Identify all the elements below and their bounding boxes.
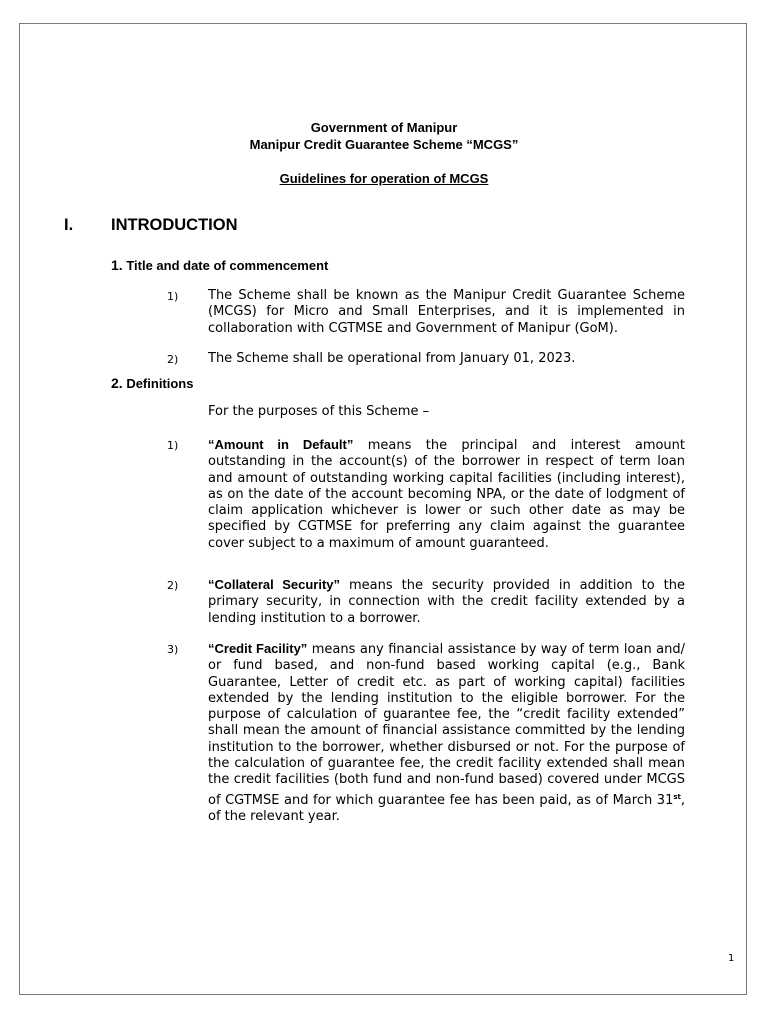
definition-term: “Credit Facility”: [208, 641, 308, 656]
header-scheme-title: Manipur Credit Guarantee Scheme “MCGS”: [249, 137, 519, 152]
definition-text: [208, 641, 685, 825]
subsection-title-definitions: [111, 375, 193, 391]
definitions-intro: For the purposes of this Scheme –: [208, 404, 430, 419]
page-number: 1: [728, 953, 735, 964]
definition-body: means the security provided in addition to the primary security, in connection with the credit facility extended by a lending institution to a borrower.: [208, 578, 686, 626]
header-government: Government of Manipur: [310, 120, 458, 135]
list-item-text: The Scheme shall be operational from January 01, 2023.: [208, 351, 576, 366]
list-item-number: 3): [167, 643, 179, 656]
definition-term: “Collateral Security”: [208, 577, 341, 592]
definition-body: means the principal and interest amount outstanding in the account(s) of the borrower in respect of term loan and amount of outstanding working capital facilities (including interest), as on the date of the account becoming NPA, or the date of lodgment of claim application whichever is lower or such other date as may be specified by CGTMSE for preferring any claim against the guarantee cover subject to a maximum of amount guaranteed.: [208, 438, 686, 551]
header-guidelines: Guidelines for operation of MCGS: [279, 171, 489, 186]
definition-tail: , of the relevant year.: [208, 792, 685, 824]
definition-text: [208, 437, 685, 552]
subsection-number: 2.: [111, 375, 123, 391]
ordinal-superscript: st: [673, 792, 681, 801]
subsection-label: Title and date of commencement: [126, 258, 329, 273]
section-number: I.: [64, 216, 74, 234]
definition-term: “Amount in Default”: [208, 437, 354, 452]
list-item-number: 1): [167, 439, 179, 452]
subsection-title-commencement: [111, 257, 328, 273]
list-item-number: 1): [167, 290, 179, 303]
section-title: INTRODUCTION: [111, 216, 238, 234]
list-item-number: 2): [167, 579, 179, 592]
definition-text: [208, 577, 685, 627]
subsection-number: 1.: [111, 257, 123, 273]
list-item-text: The Scheme shall be known as the Manipur Credit Guarantee Scheme (MCGS) for Micro and Small Enterprises, and it is implemented in collaboration with CGTMSE and Government of Manipur (GoM).: [208, 288, 685, 336]
subsection-label: Definitions: [126, 376, 194, 391]
list-item-number: 2): [167, 353, 179, 366]
definition-body: means any financial assistance by way of term loan and/ or fund based, and non-fund based working capital (e.g., Bank Guarantee, Letter of credit etc. as part of working capital) facilities extended by the lending institution to the eligible borrower. For the purpose of calculation of guarantee fee, the “credit facility extended” shall mean the amount of financial assistance committed by the lending institution to the borrower, whether disbursed or not. For the purpose of the calculation of guarantee fee, the credit facility extended shall mean the credit facilities (both fund and non-fund based) covered under MCGS of CGTMSE and for which guarantee fee has been paid, as of March 31: [208, 642, 685, 808]
